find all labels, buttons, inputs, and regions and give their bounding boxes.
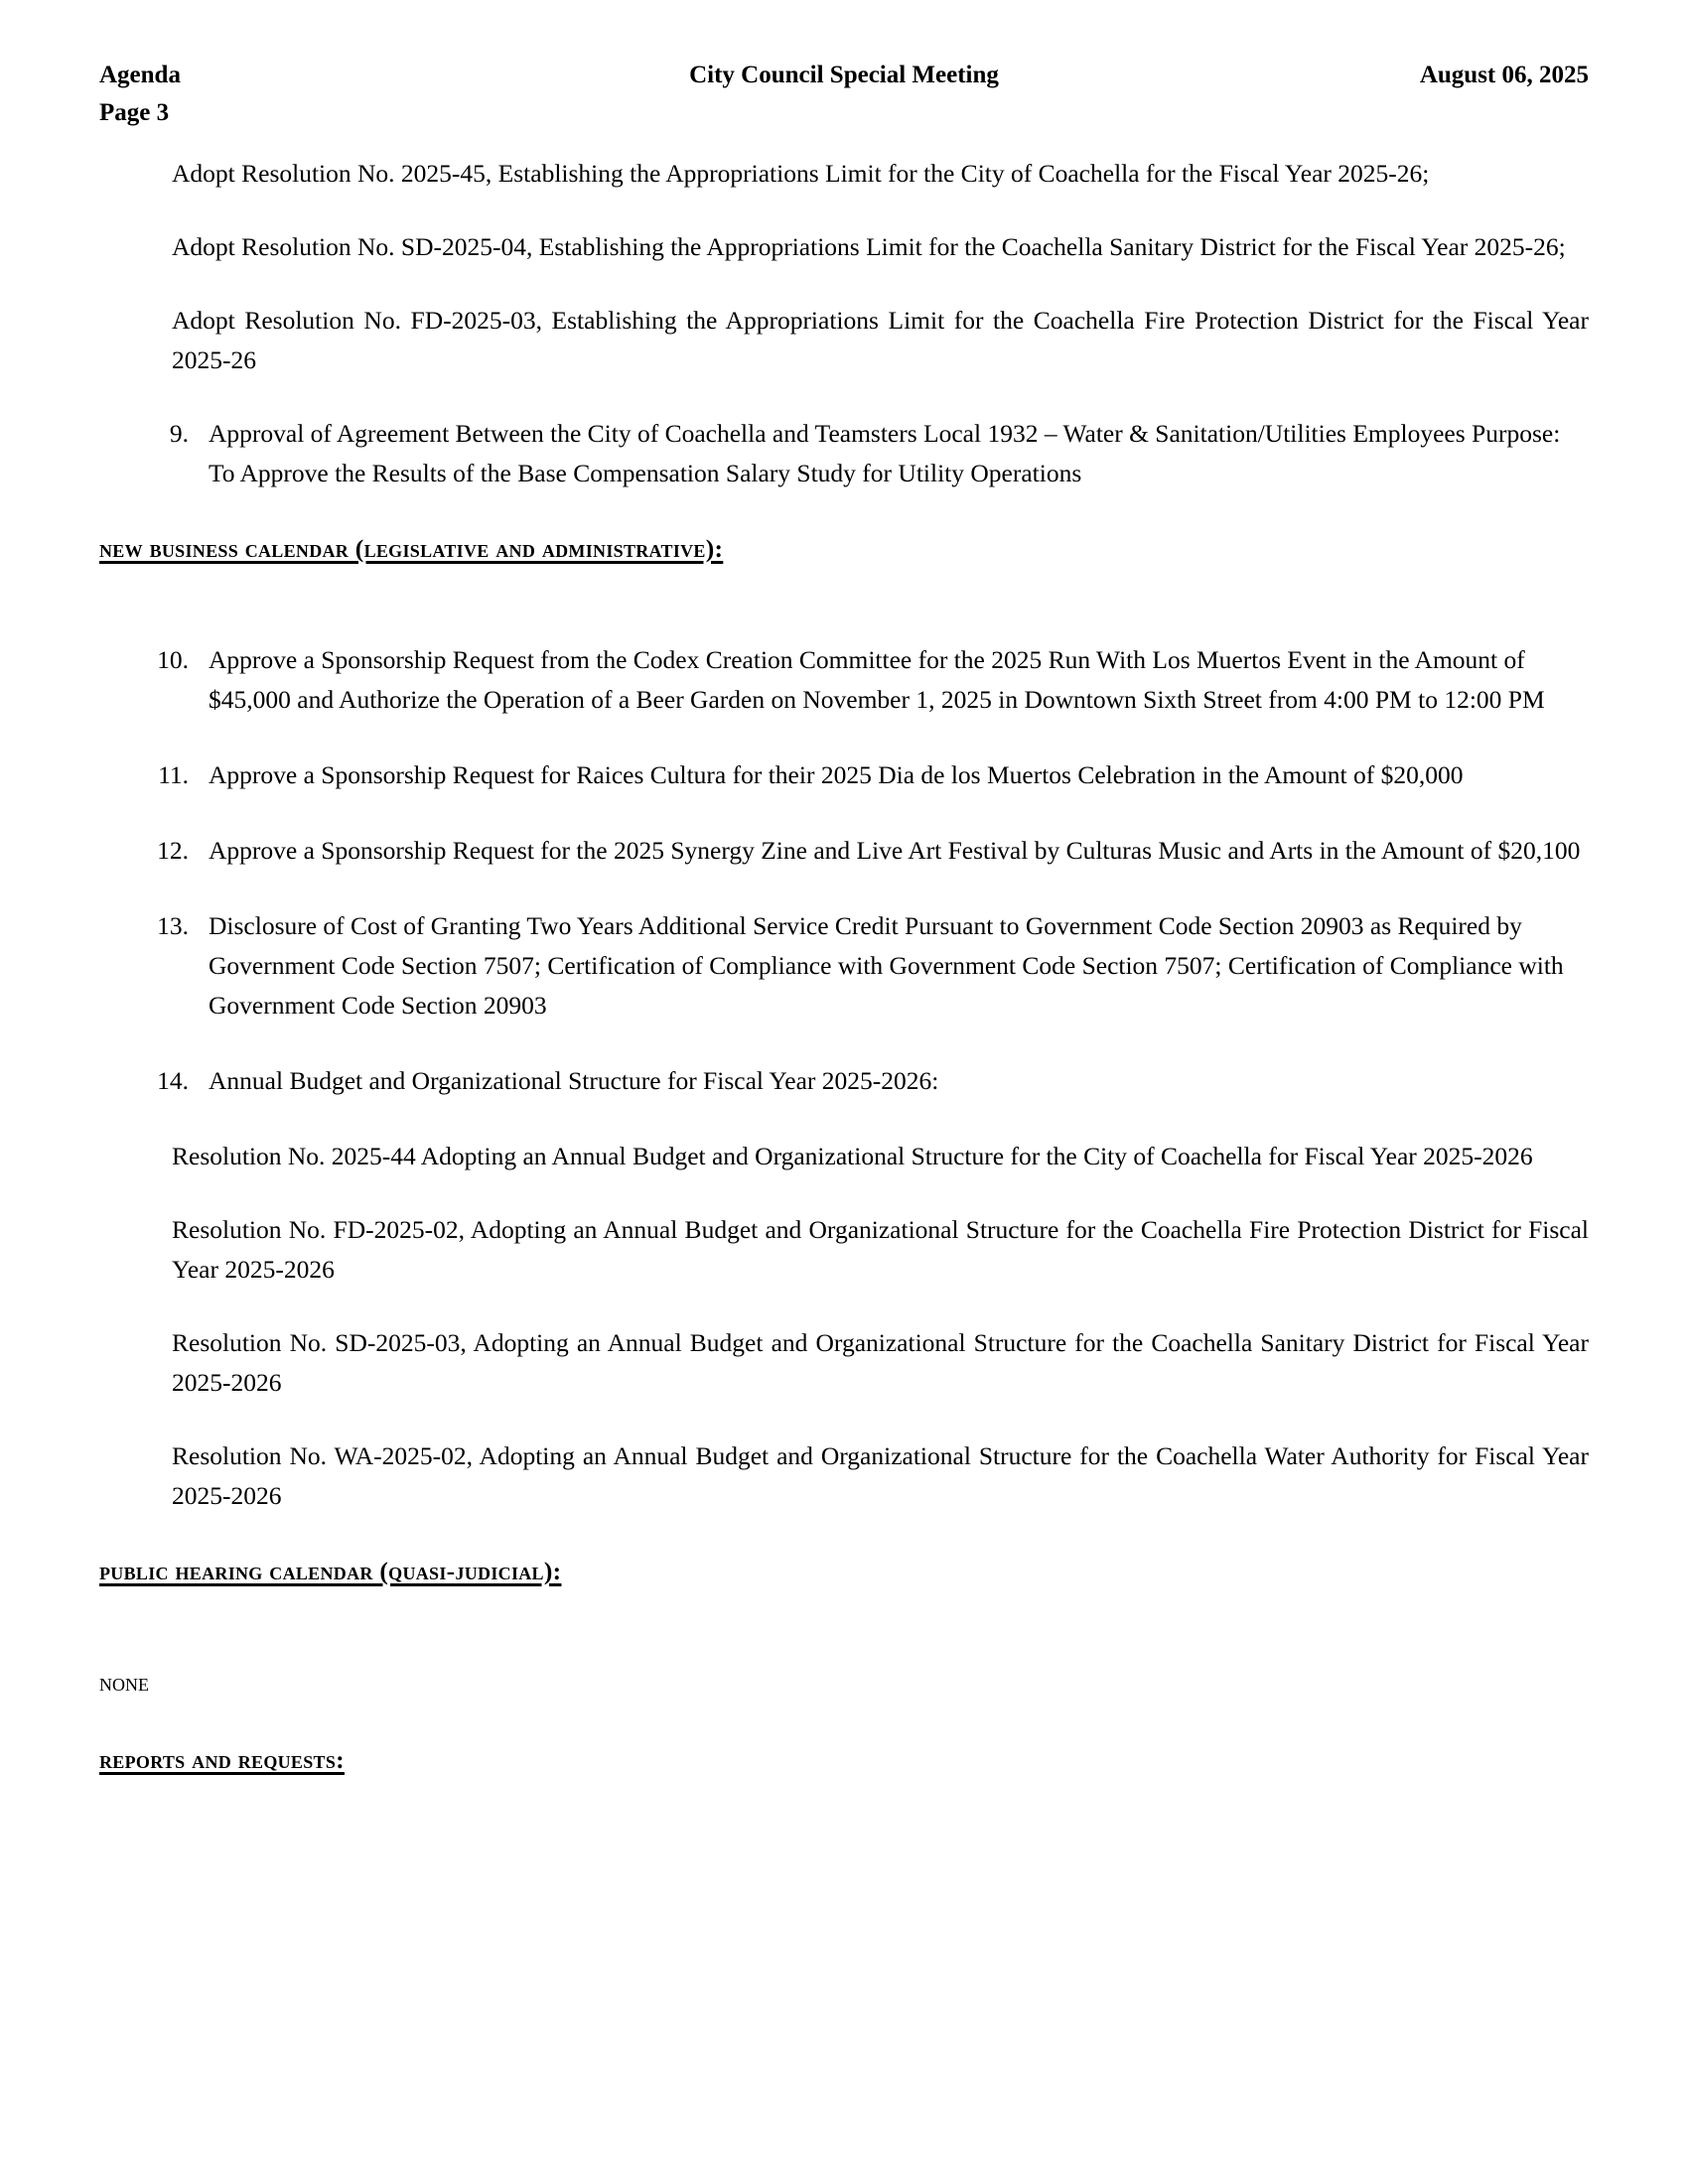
agenda-item-9-number: 9. [169, 419, 189, 448]
header-meeting-date: August 06, 2025 [1419, 62, 1589, 88]
agenda-item-12-text: Approve a Sponsorship Request for the 2025 Synergy Zine and Live Art Festival by Culturas Music and Arts in the Amount of $20,100 [209, 836, 1581, 865]
header-agenda-label: Agenda [99, 62, 181, 88]
public-hearing-none-text: none [99, 1668, 149, 1697]
agenda-item-9 [99, 414, 1589, 493]
agenda-item-13 [99, 906, 1589, 1025]
agenda-item-13-text: Disclosure of Cost of Granting Two Years Additional Service Credit Pursuant to Government Code Section 20903 as Required by Government Code Section 7507; Certification of Compliance with Government Code Section 7507; Certification of Compliance with Government Code Section 20903 [209, 911, 1564, 1020]
agenda-body [99, 154, 1589, 1851]
agenda-item-11-text: Approve a Sponsorship Request for Raices Cultura for their 2025 Dia de los Muertos Celebration in the Amount of $20,000 [209, 760, 1464, 789]
agenda-item-10 [99, 640, 1589, 720]
reports-heading-wrap [99, 1740, 1589, 1816]
agenda-item-14-text: Annual Budget and Organizational Structure for Fiscal Year 2025-2026: [209, 1066, 939, 1095]
appropriation-resolution-1: Adopt Resolution No. 2025-45, Establishing the Appropriations Limit for the City of Coachella for the Fiscal Year 2025-26; [172, 159, 1430, 188]
appropriation-resolution-2: Adopt Resolution No. SD-2025-04, Establishing the Appropriations Limit for the Coachella Sanitary District for the Fiscal Year 2025-26; [172, 232, 1566, 261]
agenda-item-10-text: Approve a Sponsorship Request from the Codex Creation Committee for the 2025 Run With Los Muertos Event in the Amount of $45,000 and Authorize the Operation of a Beer Garden on November 1, 2025 in Downtown Sixth Street from 4:00 PM to 12:00 PM [209, 645, 1545, 714]
agenda-item-14 [99, 1061, 1589, 1101]
agenda-item-12 [99, 831, 1589, 871]
new-business-heading-wrap [99, 529, 1589, 605]
header-meeting-title: City Council Special Meeting [689, 62, 999, 88]
budget-resolution-3: Resolution No. SD-2025-03, Adopting an Annual Budget and Organizational Structure for the Coachella Sanitary District for Fiscal Year 2025-2026 [172, 1328, 1589, 1397]
header-row-bottom [99, 99, 1589, 131]
agenda-item-11-number: 11. [158, 760, 189, 789]
appropriation-resolution-3: Adopt Resolution No. FD-2025-03, Establishing the Appropriations Limit for the Coachella Fire Protection District for the Fiscal Year 2025-26 [172, 306, 1589, 374]
agenda-item-10-number: 10. [157, 645, 189, 674]
agenda-item-13-number: 13. [157, 911, 189, 940]
agenda-item-9-text: Approval of Agreement Between the City of Coachella and Teamsters Local 1932 – Water & Sanitation/Utilities Employees Purpose: To Approve the Results of the Base Compensation Salary Study for Utility Operations [209, 419, 1561, 487]
header-page-number: Page 3 [99, 99, 170, 126]
agenda-item-12-number: 12. [157, 836, 189, 865]
new-business-calendar-heading: new business calendar (legislative and administrative): [99, 534, 724, 563]
public-hearing-heading-wrap [99, 1552, 1589, 1627]
budget-resolution-4: Resolution No. WA-2025-02, Adopting an Annual Budget and Organizational Structure for the Coachella Water Authority for Fiscal Year 2025-2026 [172, 1441, 1589, 1510]
agenda-item-11 [99, 755, 1589, 795]
header-row-top [99, 62, 1589, 93]
budget-resolution-1: Resolution No. 2025-44 Adopting an Annual Budget and Organizational Structure for the City of Coachella for Fiscal Year 2025-2026 [172, 1142, 1533, 1170]
public-hearing-calendar-heading: public hearing calendar (quasi-judicial): [99, 1557, 562, 1585]
agenda-item-14-number: 14. [157, 1066, 189, 1095]
reports-and-requests-heading: reports and requests: [99, 1745, 345, 1774]
page-header [99, 62, 1589, 131]
budget-resolution-2: Resolution No. FD-2025-02, Adopting an Annual Budget and Organizational Structure for the Coachella Fire Protection District for Fiscal Year 2025-2026 [172, 1215, 1589, 1284]
